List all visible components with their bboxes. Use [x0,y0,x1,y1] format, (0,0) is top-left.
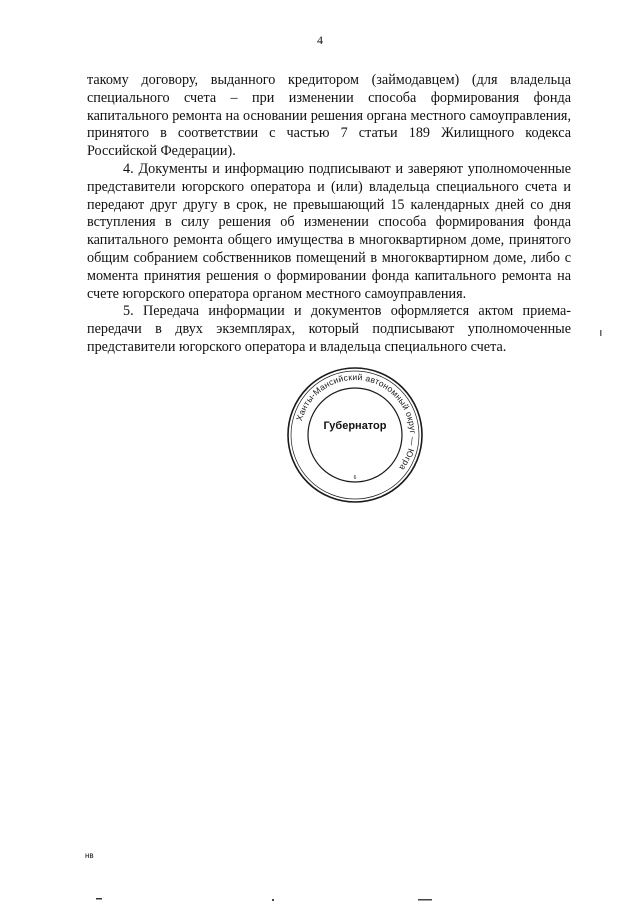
governor-seal [285,365,425,505]
speck [96,898,102,900]
seal-ring-text: Ханты-Мансийский автономный округ — Югра [294,371,419,473]
footer-mark: нв [85,851,94,860]
seal-bottom-mark: 6 [353,475,357,481]
paragraph-continuation: такому договору, выданного кредитором (займодавцем) (для владельца специального счета – при изменении способа формирования фонда капитального ремонта на основании решения органа местного самоуправления, принятого в соответствии с частью 7 статьи 189 Жилищного кодекса Российской Федерации). [87,72,571,160]
paragraph-4: 4. Документы и информацию подписывают и заверяют уполномоченные представители югорского оператора и (или) владельца специального счета и передают друг другу в срок, не превышающий 15 календарных дней со дня вступления в силу решения об изменении способа формирования фонда капитального ремонта общего имущества в многоквартирном доме, принятого общим собранием собственников помещений в многоквартирном доме, либо с момента принятия решения о формировании фонда капитального ремонта на счете югорского оператора органом местного самоуправления. [87,160,571,302]
paragraph-5: 5. Передача информации и документов оформляется актом приема-передачи в двух экземплярах, который подписывают уполномоченные представители югорского оператора и владельца специального счета. [87,303,571,355]
page-number: 4 [317,33,323,47]
speck [272,899,274,901]
speck [600,330,602,336]
seal-center-text: Губернатор [323,420,387,432]
document-body [87,72,571,357]
speck [418,899,432,901]
seal-graphic [285,365,425,505]
